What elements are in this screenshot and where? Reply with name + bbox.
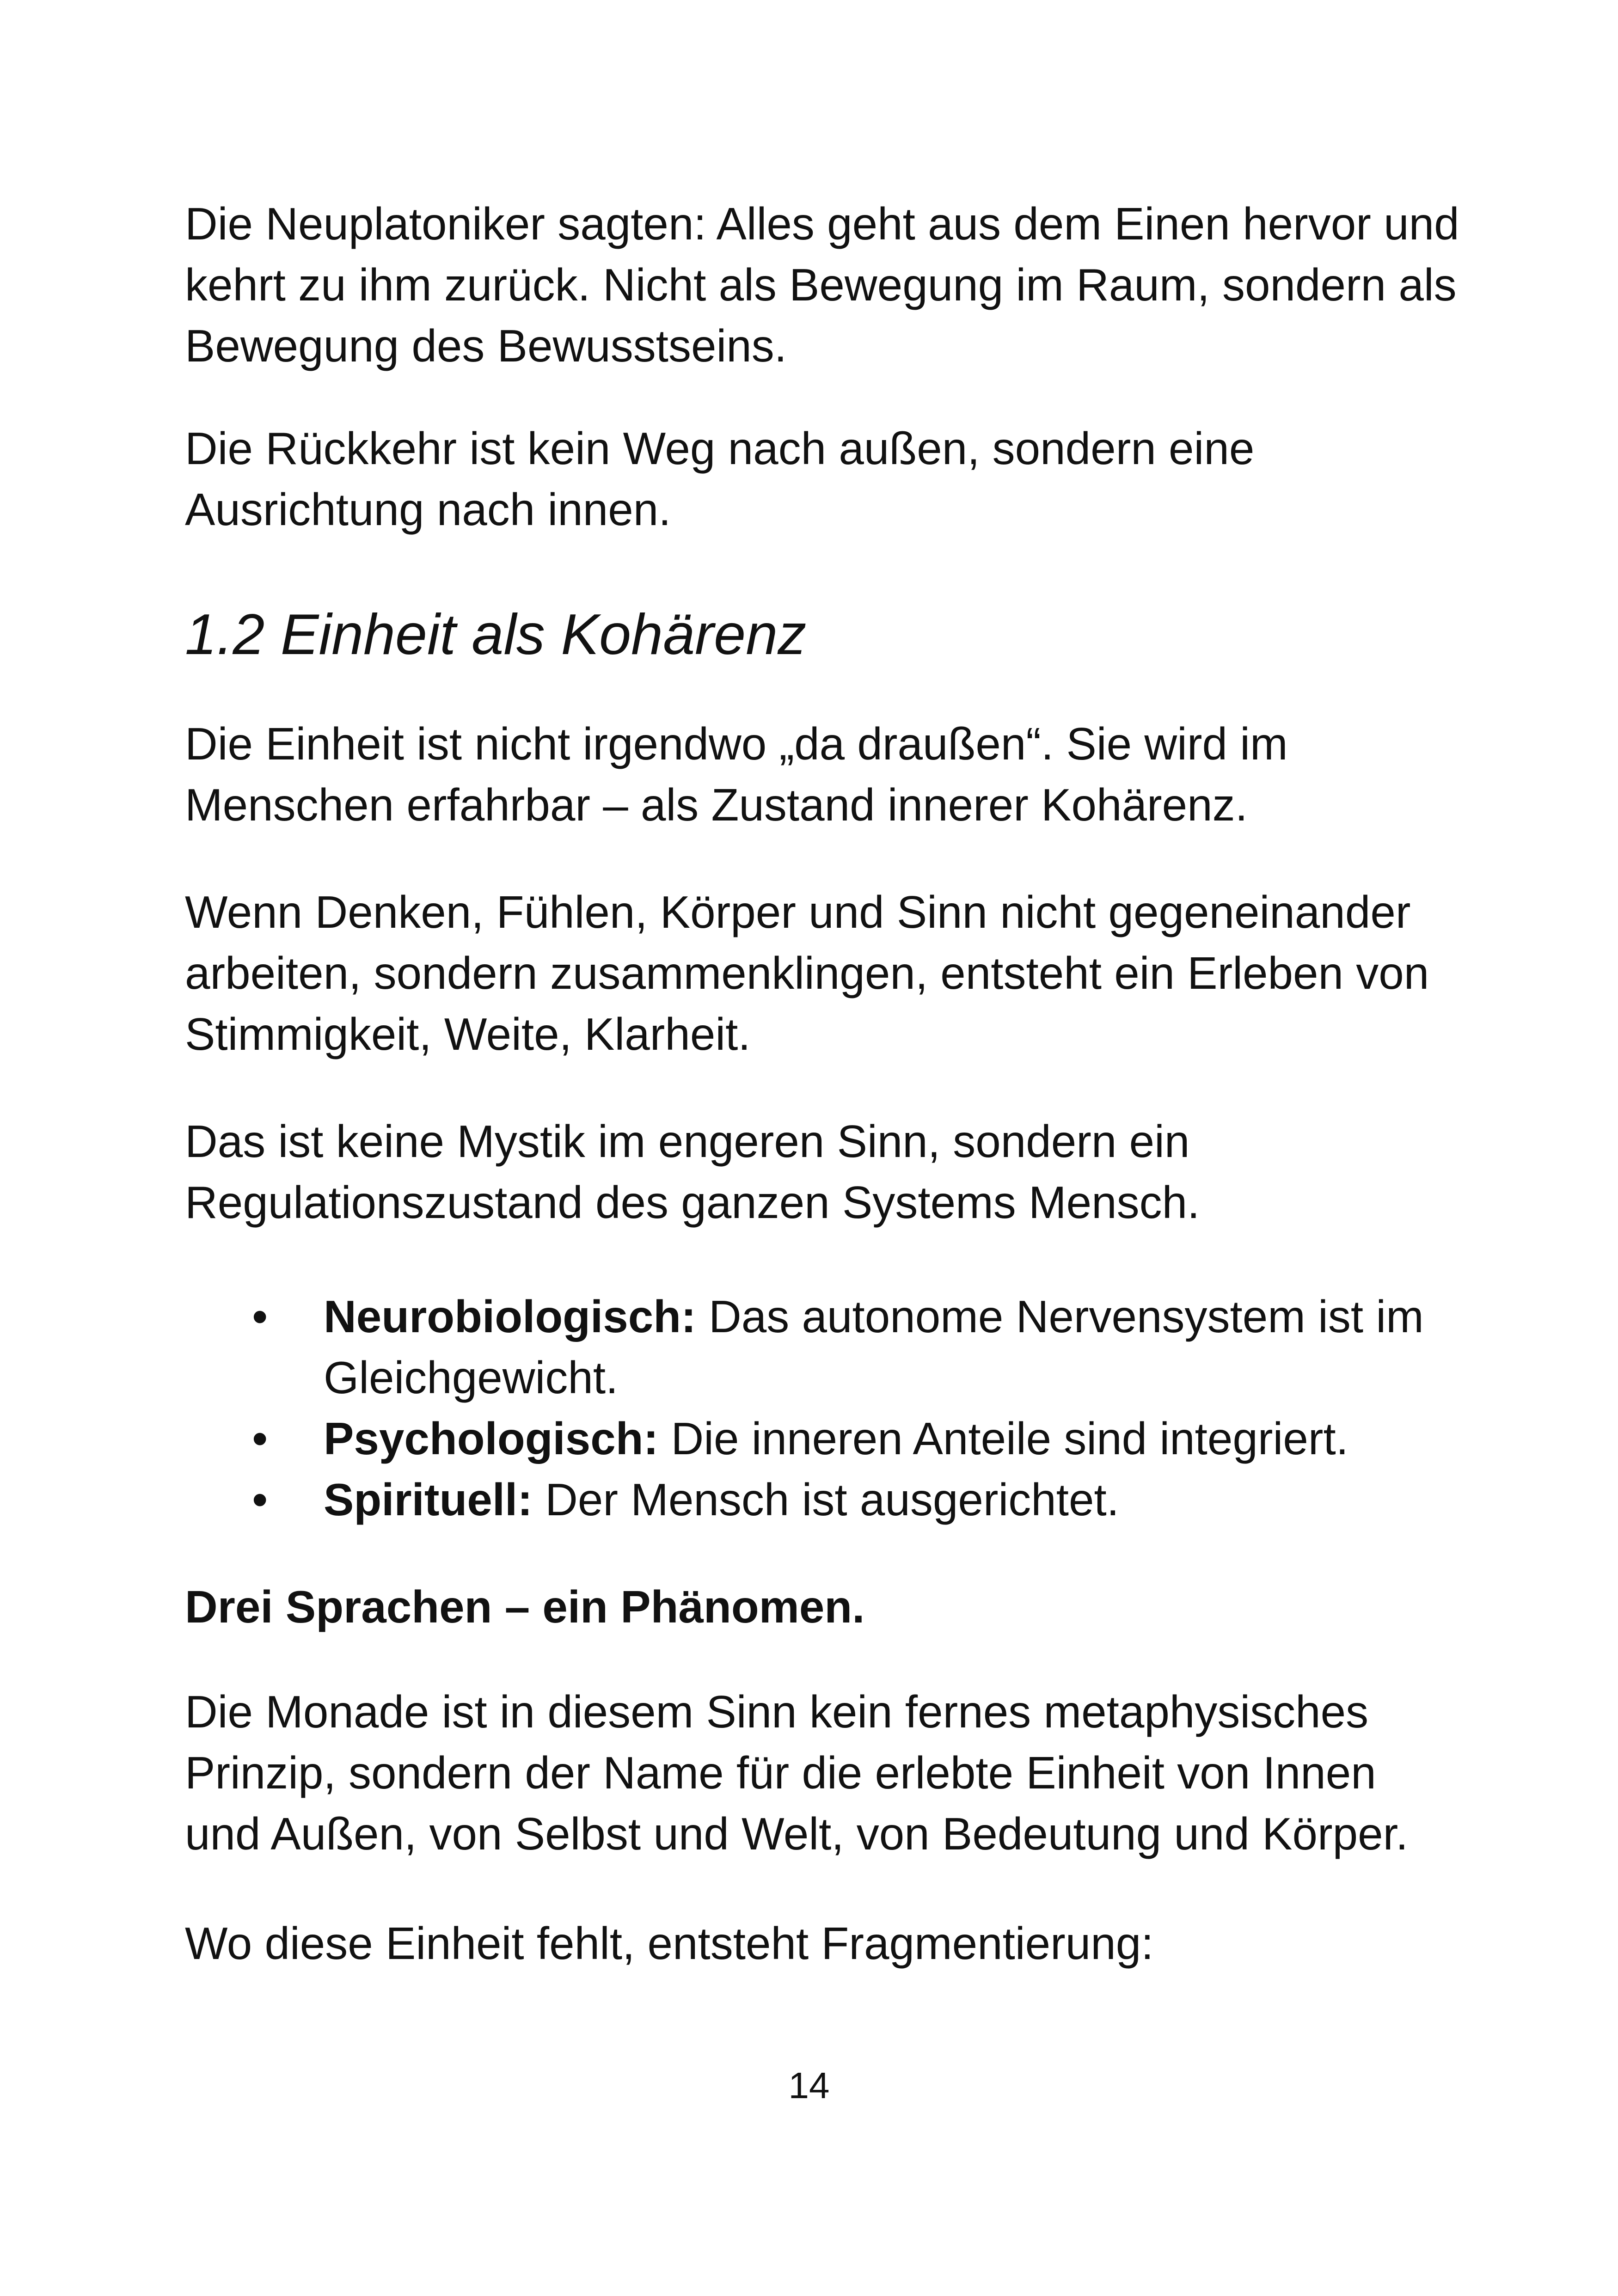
paragraph-neuplatoniker: Die Neuplatoniker sagten: Alles geht aus dem Einen hervor und kehrt zu ihm zurück. Nicht als Bewegung im Raum, sondern als Bewegung des Bewusstseins. — [185, 198, 1459, 371]
list-item-term: Neurobiologisch: — [324, 1291, 696, 1342]
list-item-term: Psychologisch: — [324, 1413, 659, 1464]
paragraph-denken-fuehlen: Wenn Denken, Fühlen, Körper und Sinn nicht gegeneinander arbeiten, sondern zusammenklingen, entsteht ein Erleben von Stimmigkeit, Weite, Klarheit. — [185, 887, 1429, 1059]
list-item-text: Die inneren Anteile sind integriert. — [658, 1413, 1348, 1464]
book-page — [185, 193, 1461, 1974]
list-item-spirituell — [185, 1469, 1461, 1530]
bold-statement: Drei Sprachen – ein Phänomen. — [185, 1581, 865, 1632]
bullet-marker: • — [252, 1413, 268, 1464]
bullet-marker: • — [252, 1291, 268, 1342]
list-item-psychologisch — [185, 1408, 1461, 1469]
list-item-term: Spirituell: — [324, 1474, 533, 1525]
bullet-marker: • — [252, 1474, 268, 1525]
list-item-text: Das autonome Nervensystem ist im Gleichgewicht. — [324, 1291, 1424, 1403]
paragraph-rueckkehr: Die Rückkehr ist kein Weg nach außen, sondern eine Ausrichtung nach innen. — [185, 423, 1255, 535]
list-item-text: Der Mensch ist ausgerichtet. — [532, 1474, 1119, 1525]
bullet-list — [185, 1286, 1461, 1530]
paragraph-mystik: Das ist keine Mystik im engeren Sinn, sondern ein Regulationszustand des ganzen Systems Mensch. — [185, 1116, 1200, 1228]
section-heading: 1.2 Einheit als Kohärenz — [185, 603, 807, 667]
paragraph-monade: Die Monade ist in diesem Sinn kein fernes metaphysisches Prinzip, sondern der Name für die erlebte Einheit von Innen und Außen, von Selbst und Welt, von Bedeutung und Körper. — [185, 1686, 1409, 1859]
page-number: 14 — [788, 2065, 830, 2106]
paragraph-fragmentierung: Wo diese Einheit fehlt, entsteht Fragmentierung: — [185, 1918, 1154, 1969]
list-item-neurobiologisch — [185, 1286, 1461, 1408]
paragraph-einheit: Die Einheit ist nicht irgendwo „da draußen“. Sie wird im Menschen erfahrbar – als Zustand innerer Kohärenz. — [185, 718, 1288, 830]
